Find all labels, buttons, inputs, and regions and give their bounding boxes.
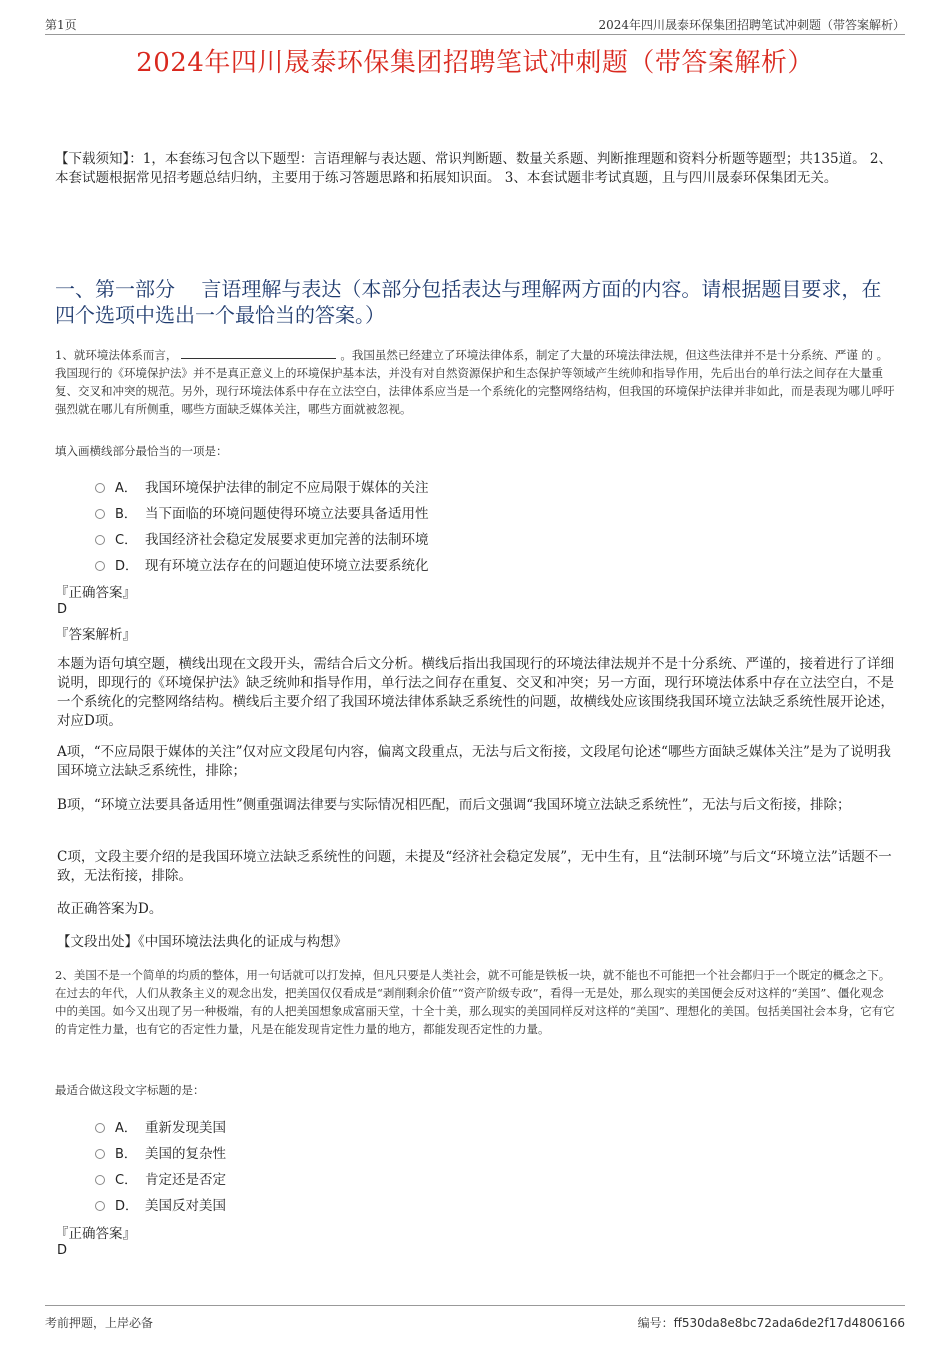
section-heading: 一、第一部分 言语理解与表达（本部分包括表达与理解两方面的内容。请根据题目要求，在四个选项中选出一个最恰当的答案。） [55, 277, 882, 327]
footer-slogan: 考前押题，上岸必备 [45, 1316, 154, 1330]
page-footer [45, 1305, 905, 1328]
page-number: 第1页 [45, 18, 77, 32]
question-1-text [55, 346, 895, 418]
analysis-conclusion: 故正确答案为D。 [57, 901, 163, 917]
question-2-text: 2、美国不是一个简单的均质的整体，用一句话就可以打发掉，但凡只要是人类社会，就不可能是铁板一块，就不能也不可能把一个社会都归于一个既定的概念之下。在过去的年代，人们从教条主义的观念出发，把美国仅仅看成是“剥削剩余价值”“资产阶级专政”，看得一无是处，那么现实的美国便会反对这样的“美国”、僵化观念中的美国。如今又出现了另一种极端，有的人把美国想象成富丽天堂，十全十美，那么现实的美国同样反对这样的“美国”、理想化的美国。包括美国社会本身，它有它的肯定性力量，也有它的否定性力量，凡是在能发现肯定性力量的地方，都能发现否定性的力量。 [55, 968, 895, 1036]
header-title: 2024年四川晟泰环保集团招聘笔试冲刺题（带答案解析） [598, 18, 905, 32]
document-title: 2024年四川晟泰环保集团招聘笔试冲刺题（带答案解析） [136, 48, 814, 78]
radio-icon[interactable] [95, 1201, 105, 1211]
option-b[interactable]: B． 当下面临的环境问题使得环境立法要具备适用性 [95, 499, 429, 525]
radio-icon[interactable] [95, 561, 105, 571]
question-1-text-before: 1、就环境法体系而言， [55, 348, 178, 362]
option-c[interactable]: C． 我国经济社会稳定发展要求更加完善的法制环境 [95, 525, 429, 551]
radio-icon[interactable] [95, 1149, 105, 1159]
fill-blank [181, 346, 336, 359]
radio-icon[interactable] [95, 483, 105, 493]
document-id: 编号：ff530da8e8bc72ada6de2f17d4806166 [637, 1316, 905, 1330]
option-d[interactable]: D． 现有环境立法存在的问题迫使环境立法要系统化 [95, 551, 429, 577]
passage-source: 【文段出处】《中国环境法法典化的证成与构想》 [57, 934, 348, 950]
radio-icon[interactable] [95, 535, 105, 545]
option-d[interactable]: D． 美国反对美国 [95, 1191, 226, 1217]
analysis-paragraph: B项，“环境立法要具备适用性”侧重强调法律要与实际情况相匹配，而后文强调“我国环境立法缺乏系统性”，无法与后文衔接，排除； [57, 797, 851, 813]
option-c[interactable]: C． 肯定还是否定 [95, 1165, 226, 1191]
analysis-label: 『答案解析』 [55, 627, 136, 643]
download-notice: 【下载须知】：1，本套练习包含以下题型：言语理解与表达题、常识判断题、数量关系题、判断推理题和资料分析题等题型；共135道。 2、本套试题根据常见招考题总结归纳，主要用于练习答题思路和拓展知识面。 3、本套试题非考试真题，且与四川晟泰环保集团无关。 [55, 151, 892, 186]
answer-value: D [57, 602, 68, 617]
question-1-options [95, 473, 429, 577]
analysis-paragraph: A项，“不应局限于媒体的关注”仅对应文段尾句内容，偏离文段重点，无法与后文衔接，文段尾句论述“哪些方面缺乏媒体关注”是为了说明我国环境立法缺乏系统性，排除； [57, 744, 891, 779]
option-b[interactable]: B． 美国的复杂性 [95, 1139, 226, 1165]
answer-label: 『正确答案』 [55, 1226, 136, 1242]
question-2-options [95, 1113, 226, 1217]
question-1-prompt: 填入画横线部分最恰当的一项是： [55, 444, 228, 458]
radio-icon[interactable] [95, 1175, 105, 1185]
radio-icon[interactable] [95, 509, 105, 519]
question-1-text-after: 。我国虽然已经建立了环境法律体系，制定了大量的环境法律法规，但这些法律并不是十分系统、严谨 的 。我国现行的《环境保护法》并不是真正意义上的环境保护基本法，并没有对自然资源保护和生态保护等领域产生统帅和指导作用，先后出台的单行法之间存在大量重复、交叉和冲突的规范。另外，现行环境法体系中存在立法空白，法律体系应当是一个系统化的完整网络结构，但我国的环境保护法律并非如此，而是表现为哪儿呼吁强烈就在哪儿有所侧重，哪些方面缺乏媒体关注，哪些方面就被忽视。 [55, 348, 895, 416]
page-header [45, 14, 905, 35]
radio-icon[interactable] [95, 1123, 105, 1133]
answer-value: D [57, 1243, 68, 1258]
answer-label: 『正确答案』 [55, 585, 136, 601]
analysis-paragraph: C项，文段主要介绍的是我国环境立法缺乏系统性的问题，未提及“经济社会稳定发展”，无中生有，且“法制环境”与后文“环境立法”话题不一致，无法衔接，排除。 [57, 849, 892, 884]
option-a[interactable]: A． 重新发现美国 [95, 1113, 226, 1139]
question-2-prompt: 最适合做这段文字标题的是： [55, 1083, 205, 1097]
option-a[interactable]: A． 我国环境保护法律的制定不应局限于媒体的关注 [95, 473, 429, 499]
analysis-paragraph: 本题为语句填空题，横线出现在文段开头，需结合后文分析。横线后指出我国现行的环境法律法规并不是十分系统、严谨的，接着进行了详细说明，即现行的《环境保护法》缺乏统帅和指导作用，单行法之间存在重复、交叉和冲突；另一方面，现行环境法体系中存在立法空白，不是一个系统化的完整网络结构。横线后主要介绍了我国环境法律体系缺乏系统性的问题，故横线处应该围绕我国环境立法缺乏系统性展开论述，对应D项。 [57, 656, 894, 729]
